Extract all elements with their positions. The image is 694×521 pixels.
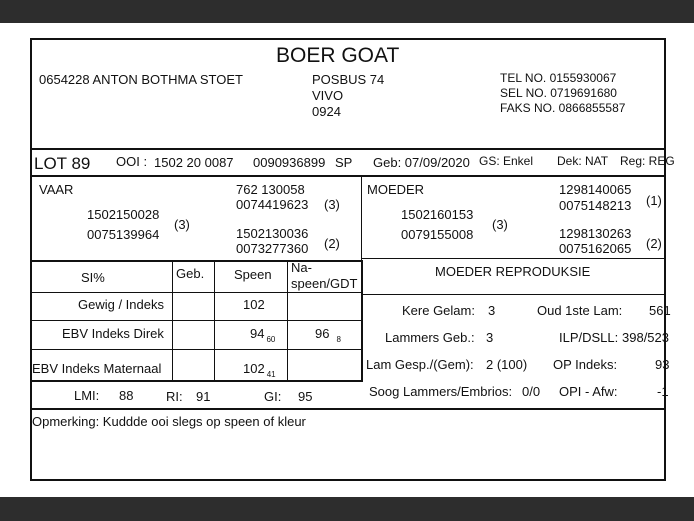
index-table-left bbox=[30, 260, 32, 408]
index-row-2 bbox=[30, 320, 362, 321]
index-row-1 bbox=[30, 292, 362, 293]
repro-divider bbox=[362, 294, 666, 295]
ooi-label: OOI : bbox=[116, 154, 148, 169]
lot-number: LOT 89 bbox=[34, 154, 91, 173]
row-label-ebv-maternaal: EBV Indeks Maternaal bbox=[32, 361, 162, 376]
index-col-speen bbox=[214, 262, 215, 380]
dam-mark: (3) bbox=[492, 217, 508, 232]
row-label-ebv-direk: EBV Indeks Direk bbox=[62, 326, 164, 341]
sire-mark: (3) bbox=[174, 217, 190, 232]
header-geb: Geb. bbox=[176, 266, 205, 281]
op-value: 93 bbox=[655, 357, 670, 372]
ri-value: 91 bbox=[196, 389, 211, 404]
page-title: BOER GOAT bbox=[276, 44, 400, 67]
gi-value: 95 bbox=[298, 389, 313, 404]
sire-dam-id-2: 0073277360 bbox=[236, 241, 309, 256]
sire-id-2: 0075139964 bbox=[87, 227, 160, 242]
dam-id-1: 1502160153 bbox=[401, 207, 474, 222]
ooi-id: 1502 20 0087 bbox=[154, 155, 234, 170]
divider-remark bbox=[30, 408, 666, 410]
mating-type: Dek: NAT bbox=[557, 154, 609, 168]
row-label-gewig: Gewig / Indeks bbox=[78, 297, 164, 312]
soog-value: 0/0 bbox=[522, 384, 541, 399]
registration: Reg: REG bbox=[620, 154, 675, 168]
lammers-value: 3 bbox=[486, 330, 494, 345]
sire-id-1: 1502150028 bbox=[87, 207, 160, 222]
gi-label: GI: bbox=[264, 389, 282, 404]
contact-tel: TEL NO. 0155930067 bbox=[500, 71, 617, 85]
dam-sire-mark: (1) bbox=[646, 193, 662, 208]
dam-sire-id-2: 0075148213 bbox=[559, 198, 632, 213]
stud-line: 0654228 ANTON BOTHMA STOET bbox=[39, 72, 243, 87]
ooi-type: SP bbox=[335, 155, 353, 170]
sire-sire-mark: (3) bbox=[324, 197, 340, 212]
dam-dam-id-2: 0075162065 bbox=[559, 241, 632, 256]
opi-value: -1 bbox=[657, 384, 669, 399]
oud-label: Oud 1ste Lam: bbox=[537, 303, 623, 318]
divider-pedigree-vertical bbox=[361, 177, 362, 260]
header-speen: Speen bbox=[234, 267, 272, 282]
row-value-direk-speen bbox=[250, 326, 275, 343]
dam-dam-id-1: 1298130263 bbox=[559, 226, 632, 241]
bottom-dark-bar bbox=[0, 497, 694, 521]
index-row-3 bbox=[30, 349, 362, 350]
remark: Opmerking: Kuddde ooi slegs op speen of kleur bbox=[32, 414, 306, 429]
maternaal-speen-sub: 41 bbox=[266, 370, 276, 379]
birth-date: Geb: 07/09/2020 bbox=[373, 155, 470, 170]
divider-header bbox=[30, 148, 666, 150]
sire-dam-mark: (2) bbox=[324, 236, 340, 251]
row-value-gewig-speen: 102 bbox=[243, 297, 265, 312]
direk-na-value: 96 bbox=[315, 326, 330, 341]
header-na: Na- bbox=[291, 260, 312, 275]
ilp-label: ILP/DSLL: bbox=[559, 330, 619, 345]
dam-label: MOEDER bbox=[367, 182, 425, 197]
top-dark-bar bbox=[0, 0, 694, 23]
birth-status: GS: Enkel bbox=[479, 154, 534, 168]
opi-label: OPI - Afw: bbox=[559, 384, 618, 399]
address-line-3: 0924 bbox=[312, 104, 341, 119]
direk-speen-value: 94 bbox=[250, 326, 265, 341]
direk-na-sub: 8 bbox=[336, 335, 341, 344]
index-col-geb bbox=[172, 262, 173, 380]
divider-pedigree-right bbox=[362, 258, 666, 259]
index-row-4 bbox=[30, 380, 362, 382]
index-col-na bbox=[287, 262, 288, 380]
ooi-code: 0090936899 bbox=[253, 155, 326, 170]
direk-speen-sub: 60 bbox=[266, 335, 276, 344]
dam-id-2: 0079155008 bbox=[401, 227, 474, 242]
sire-label: VAAR bbox=[39, 182, 74, 197]
header-speen-gdt: speen/GDT bbox=[291, 276, 358, 291]
index-table-right bbox=[361, 260, 363, 382]
soog-label: Soog Lammers/Embrios: bbox=[369, 384, 513, 399]
row-value-maternaal-speen bbox=[243, 361, 276, 378]
contact-sel: SEL NO. 0719691680 bbox=[500, 86, 617, 100]
lmi-label: LMI: bbox=[74, 388, 100, 403]
gesp-value: 2 (100) bbox=[486, 357, 528, 372]
dam-dam-mark: (2) bbox=[646, 236, 662, 251]
kere-value: 3 bbox=[488, 303, 496, 318]
header-si-percent: SI% bbox=[81, 270, 105, 285]
ri-label: RI: bbox=[166, 389, 183, 404]
op-label: OP Indeks: bbox=[553, 357, 618, 372]
lammers-label: Lammers Geb.: bbox=[385, 330, 475, 345]
gesp-label: Lam Gesp./(Gem): bbox=[366, 357, 474, 372]
sire-sire-id-2: 0074419623 bbox=[236, 197, 309, 212]
row-value-direk-na bbox=[315, 326, 341, 343]
dam-sire-id-1: 1298140065 bbox=[559, 182, 632, 197]
lmi-value: 88 bbox=[119, 388, 134, 403]
repro-title: MOEDER REPRODUKSIE bbox=[435, 264, 591, 279]
contact-faks: FAKS NO. 0866855587 bbox=[500, 101, 626, 115]
sire-dam-id-1: 1502130036 bbox=[236, 226, 309, 241]
maternaal-speen-value: 102 bbox=[243, 361, 265, 376]
address-line-2: VIVO bbox=[312, 88, 344, 103]
kere-label: Kere Gelam: bbox=[402, 303, 475, 318]
sire-sire-id-1: 762 130058 bbox=[236, 182, 305, 197]
ilp-value: 398/523 bbox=[622, 330, 669, 345]
divider-pedigree-left bbox=[30, 260, 362, 262]
address-line-1: POSBUS 74 bbox=[312, 72, 385, 87]
divider-lot bbox=[30, 175, 666, 177]
oud-value: 561 bbox=[649, 303, 671, 318]
